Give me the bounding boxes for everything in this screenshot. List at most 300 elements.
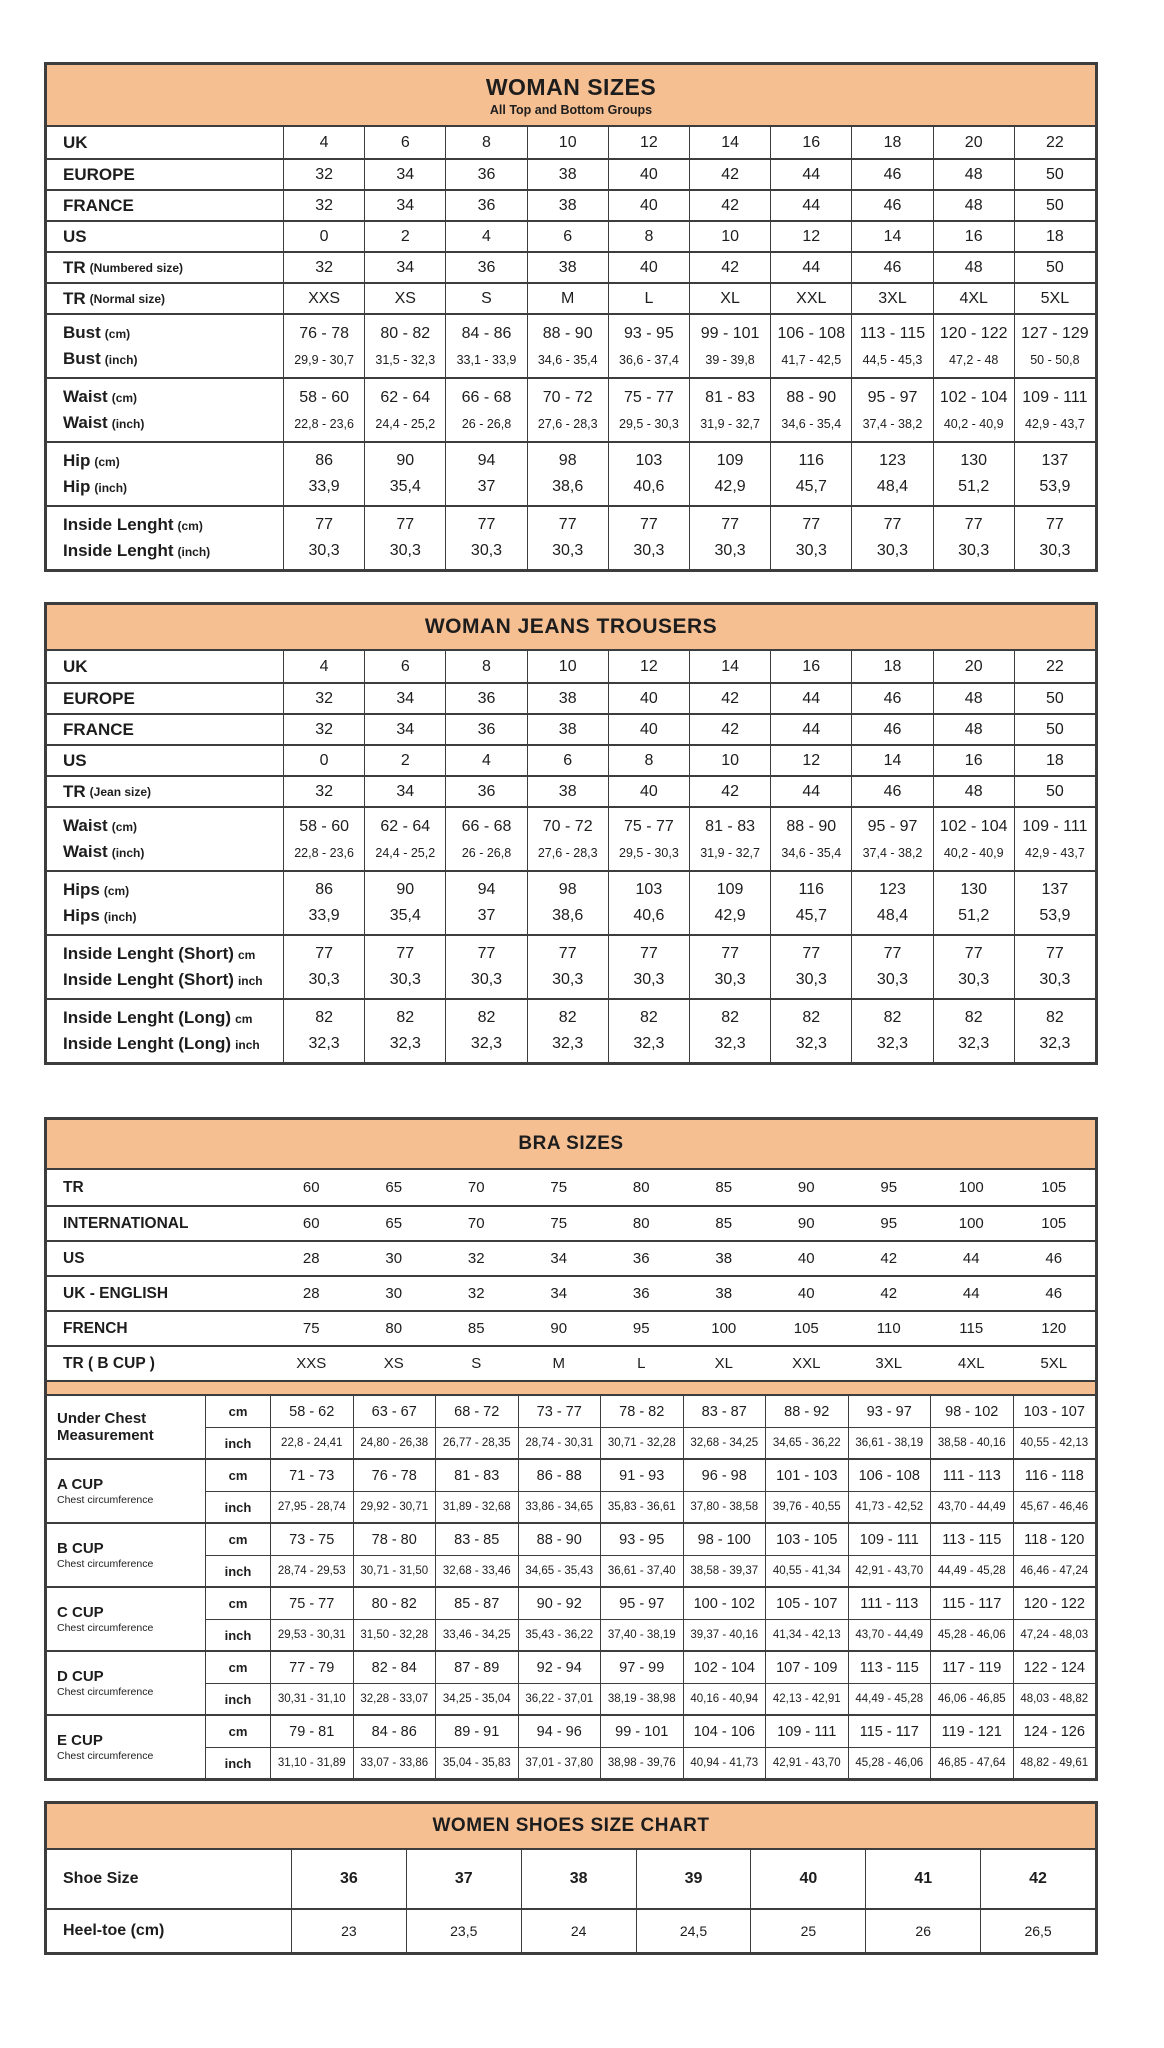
row-label-text: Bust: [63, 322, 101, 342]
size-value-inch: 50 - 50,8: [1030, 353, 1080, 367]
size-value-pair: [770, 443, 851, 505]
size-value-cm: 91 - 93: [600, 1460, 683, 1491]
size-value: 44: [770, 253, 851, 282]
size-value-inch: 30,71 - 32,28: [600, 1427, 683, 1458]
size-value-pair: [689, 315, 770, 377]
size-value: 2: [364, 746, 445, 775]
size-value: 34: [364, 160, 445, 189]
size-value-cm: 86: [315, 880, 333, 898]
size-value-pair: [364, 808, 445, 870]
bra-header: [47, 1120, 1095, 1170]
size-value-cm: 77: [315, 944, 333, 962]
row-label-small-text: (inch): [111, 417, 145, 432]
size-value-inch: 42,9: [714, 478, 746, 496]
row-label: [47, 191, 283, 220]
size-value: 48: [933, 684, 1014, 713]
row-label-text: Inside Lenght (Long): [63, 1007, 232, 1027]
cup-sublabel: Chest circumference: [57, 1686, 154, 1699]
size-value-cm: 83 - 87: [683, 1396, 766, 1427]
size-value-cm: 88 - 90: [518, 1524, 601, 1555]
size-value-pair: [689, 936, 770, 998]
size-value: 44: [770, 777, 851, 806]
row-label: [47, 160, 283, 189]
shoes-rows: [47, 1850, 1095, 1952]
size-value-inch: 26 - 26,8: [461, 417, 512, 431]
shoe-size-value: 40: [750, 1850, 865, 1908]
size-value: 16: [933, 746, 1014, 775]
size-value: 110: [876, 1320, 901, 1337]
size-value: 0: [283, 746, 364, 775]
size-value-pair: [608, 379, 689, 441]
row-label-text: UK - ENGLISH: [63, 1284, 169, 1302]
size-value-inch: 38,58 - 40,16: [930, 1427, 1013, 1458]
size-value-cm: 77: [802, 515, 821, 533]
size-value-inch: 37: [477, 907, 496, 925]
row-label-text: UK: [63, 132, 88, 152]
size-value-inch: 30,3: [470, 542, 503, 560]
size-value-cm: 82: [477, 1008, 496, 1026]
size-value: S: [445, 284, 526, 313]
size-value-inch: 22,8 - 23,6: [294, 417, 354, 431]
size-value-pair: [283, 872, 364, 934]
size-value: 34: [364, 684, 445, 713]
size-value: 46: [1045, 1285, 1063, 1302]
size-value-inch: 44,49 - 45,28: [930, 1555, 1013, 1586]
table-row: [47, 1240, 1095, 1275]
unit-label-inch: inch: [205, 1491, 270, 1522]
size-value-inch: 30,3: [308, 971, 340, 989]
size-value-inch: 48,4: [876, 478, 909, 496]
size-value-cm: 70 - 72: [542, 818, 593, 835]
size-value-inch: 40,6: [633, 478, 665, 496]
size-value: 50: [1014, 253, 1095, 282]
table-row-pair: [47, 313, 1095, 377]
jeans-title: WOMAN JEANS TROUSERS: [424, 615, 718, 638]
cup-sublabel: Chest circumference: [57, 1622, 154, 1635]
woman-sizes-header: [47, 65, 1095, 127]
size-value-inch: 40,2 - 40,9: [943, 417, 1004, 431]
size-value-inch: 26 - 26,8: [461, 846, 512, 860]
size-value: 50: [1014, 715, 1095, 744]
row-label: [47, 684, 283, 713]
size-value-inch: 24,80 - 26,38: [353, 1427, 436, 1458]
size-value-cm: 77: [802, 944, 821, 962]
row-label-bottom: [63, 971, 263, 989]
size-value-cm: 117 - 119: [930, 1652, 1013, 1683]
row-label-small-text: inch: [237, 974, 263, 989]
size-value-inch: 32,3: [470, 1035, 503, 1053]
row-label: [47, 1850, 291, 1908]
size-value: 34: [550, 1250, 568, 1267]
size-value-inch: 30,3: [795, 542, 827, 560]
size-value-inch: 36,61 - 38,19: [848, 1427, 931, 1458]
size-value-cm: 81 - 83: [435, 1460, 518, 1491]
size-value: 100: [958, 1215, 984, 1232]
table-row-pair: [47, 998, 1095, 1062]
heel-toe-value: 26,5: [980, 1910, 1095, 1952]
size-value-pair: [1014, 872, 1095, 934]
row-label-text: Waist: [63, 386, 108, 406]
size-value: 6: [527, 222, 608, 251]
cup-name: Under Chest Measurement: [57, 1409, 154, 1444]
size-value: 48: [933, 715, 1014, 744]
size-value-inch: 30,3: [876, 971, 909, 989]
size-value-inch: 48,4: [876, 907, 909, 925]
size-value-inch: 34,65 - 36,22: [765, 1427, 848, 1458]
row-label-bottom: [63, 907, 137, 925]
size-value-pair: [851, 808, 932, 870]
size-value-pair: [689, 808, 770, 870]
size-value-cm: 103 - 107: [1013, 1396, 1096, 1427]
cup-label: [47, 1716, 205, 1778]
size-value-inch: 32,68 - 34,25: [683, 1427, 766, 1458]
size-value-inch: 41,7 - 42,5: [781, 353, 842, 367]
size-value: 4XL: [933, 284, 1014, 313]
size-value: 46: [851, 253, 932, 282]
size-value-pair: [283, 315, 364, 377]
size-value-cm: 106 - 108: [848, 1460, 931, 1491]
size-value-pair: [527, 507, 608, 569]
size-value-inch: 31,50 - 32,28: [353, 1619, 436, 1650]
size-value-cm: 116: [798, 451, 825, 469]
size-value-cm: 76 - 78: [353, 1460, 436, 1491]
size-value-cm: 77 - 79: [270, 1652, 353, 1683]
size-value: 50: [1014, 777, 1095, 806]
size-value-cm: 62 - 64: [380, 389, 431, 406]
size-value-pair: [364, 443, 445, 505]
size-value-cm: 116: [798, 880, 825, 898]
size-value-pair: [445, 872, 526, 934]
size-value-cm: 123: [879, 451, 906, 469]
size-value: 80: [632, 1179, 650, 1196]
size-value: 42: [689, 684, 770, 713]
size-value-pair: [283, 808, 364, 870]
size-value-inch: 30,71 - 31,50: [353, 1555, 436, 1586]
size-value-pair: [445, 507, 526, 569]
size-value-inch: 45,28 - 46,06: [930, 1619, 1013, 1650]
shoes-header: [47, 1804, 1095, 1850]
size-value-inch: 33,9: [308, 478, 340, 496]
size-value-inch: 33,07 - 33,86: [353, 1747, 436, 1778]
size-value-cm: 78 - 80: [353, 1524, 436, 1555]
size-value: 38: [527, 777, 608, 806]
cup-sublabel: Chest circumference: [57, 1494, 154, 1507]
row-label-bottom: [63, 478, 127, 496]
size-value-inch: 42,91 - 43,70: [765, 1747, 848, 1778]
row-label-small-text: (cm): [111, 819, 138, 834]
size-value-inch: 33,86 - 34,65: [518, 1491, 601, 1522]
size-value-cm: 86 - 88: [518, 1460, 601, 1491]
size-value-inch: 42,9 - 43,7: [1025, 846, 1085, 860]
size-value-pair: [770, 872, 851, 934]
size-value-pair: [364, 1000, 445, 1062]
size-value-cm: 127 - 129: [1021, 325, 1089, 342]
shoe-size-value: 36: [291, 1850, 406, 1908]
size-value: 46: [851, 191, 932, 220]
size-value-pair: [1014, 1000, 1095, 1062]
size-value-inch: 28,74 - 29,53: [270, 1555, 353, 1586]
size-value: 20: [933, 127, 1014, 158]
size-value: 36: [445, 684, 526, 713]
size-value-cm: 101 - 103: [765, 1460, 848, 1491]
size-value-inch: 30,3: [958, 971, 990, 989]
size-value-cm: 79 - 81: [270, 1716, 353, 1747]
size-value-pair: [364, 379, 445, 441]
row-label-text: Heel-toe (cm): [63, 1922, 165, 1939]
cup-name: E CUP: [57, 1731, 103, 1749]
size-value: 12: [608, 127, 689, 158]
row-label-bottom: [63, 350, 137, 368]
size-value-cm: 116 - 118: [1013, 1460, 1096, 1491]
size-value-pair: [689, 443, 770, 505]
size-value-cm: 73 - 77: [518, 1396, 601, 1427]
size-value-inch: 40,55 - 41,34: [765, 1555, 848, 1586]
size-value-inch: 27,6 - 28,3: [537, 417, 598, 431]
size-value: 80: [385, 1320, 403, 1337]
size-value-inch: 30,3: [308, 542, 340, 560]
size-value: 22: [1014, 651, 1095, 682]
size-value-cm: 103: [635, 451, 663, 469]
size-value: 32: [283, 191, 364, 220]
size-value: XXS: [296, 1355, 327, 1372]
size-value-cm: 113 - 115: [848, 1652, 931, 1683]
size-value: 115: [959, 1320, 984, 1337]
size-value: 70: [467, 1215, 485, 1232]
size-value-pair: [770, 507, 851, 569]
cup-group: [47, 1396, 1095, 1458]
size-value-inch: 28,74 - 30,31: [518, 1427, 601, 1458]
size-value-cm: 109 - 111: [1022, 389, 1088, 406]
bra-sizes-table: [44, 1117, 1098, 1781]
size-value: 95: [880, 1179, 898, 1196]
row-label: [47, 872, 283, 934]
size-value-cm: 120 - 122: [939, 325, 1008, 342]
size-value: 22: [1014, 127, 1095, 158]
size-value: XXL: [770, 284, 851, 313]
size-value: 48: [933, 777, 1014, 806]
table-row: [47, 282, 1095, 313]
cup-name: A CUP: [57, 1475, 104, 1493]
row-label-text: UK: [63, 656, 88, 676]
row-label-text: Inside Lenght: [63, 514, 174, 534]
size-value-inch: 35,43 - 36,22: [518, 1619, 601, 1650]
row-label-small-text: (inch): [103, 910, 137, 925]
bra-cup-rows: [47, 1396, 1095, 1778]
size-value-inch: 30,3: [958, 542, 990, 560]
table-row-pair: [47, 870, 1095, 934]
size-value: 48: [933, 160, 1014, 189]
size-value: 20: [933, 651, 1014, 682]
size-value-pair: [364, 872, 445, 934]
size-value-inch: 31,89 - 32,68: [435, 1491, 518, 1522]
size-value: 8: [445, 651, 526, 682]
size-value-inch: 53,9: [1039, 907, 1071, 925]
size-value: XL: [689, 284, 770, 313]
size-value-inch: 32,3: [795, 1035, 827, 1053]
size-value-cm: 77: [396, 515, 415, 533]
size-value-inch: 29,9 - 30,7: [294, 353, 354, 367]
row-label-text: Waist: [63, 815, 108, 835]
size-value: 36: [445, 191, 526, 220]
size-value: 10: [527, 127, 608, 158]
size-value: 10: [689, 746, 770, 775]
cup-group: [47, 1586, 1095, 1650]
size-value-inch: 42,13 - 42,91: [765, 1683, 848, 1714]
size-value: 50: [1014, 160, 1095, 189]
size-value-inch: 36,6 - 37,4: [619, 353, 679, 367]
size-value-inch: 33,9: [308, 907, 340, 925]
cup-group: [47, 1522, 1095, 1586]
size-value-inch: 27,95 - 28,74: [270, 1491, 353, 1522]
size-value-pair: [770, 808, 851, 870]
size-value-inch: 37: [477, 478, 496, 496]
cup-label: [47, 1396, 205, 1458]
row-label: [47, 284, 283, 313]
row-label: [47, 1347, 270, 1380]
size-value: 50: [1014, 684, 1095, 713]
row-label-top: [63, 452, 120, 470]
size-value-pair: [608, 443, 689, 505]
size-value-cm: 95 - 97: [867, 389, 918, 406]
row-label-top: [63, 1009, 252, 1027]
size-value: 40: [608, 684, 689, 713]
row-label-small-text: (inch): [177, 545, 211, 560]
size-value: 120: [1041, 1320, 1067, 1337]
size-value-pair: [933, 872, 1014, 934]
size-value-inch: 46,46 - 47,24: [1013, 1555, 1096, 1586]
size-value-cm: 93 - 95: [623, 325, 674, 342]
row-label-small-text: inch: [235, 1038, 260, 1053]
row-label-bottom: [63, 542, 210, 560]
row-label-text: US: [63, 1249, 85, 1267]
size-value: 16: [933, 222, 1014, 251]
size-value-cm: 124 - 126: [1013, 1716, 1096, 1747]
cup-name: D CUP: [57, 1667, 104, 1685]
shoes-size-table: [44, 1801, 1098, 1955]
row-label: [47, 1910, 291, 1952]
size-value-cm: 102 - 104: [683, 1652, 766, 1683]
size-value: 4: [283, 127, 364, 158]
size-value-cm: 77: [721, 515, 739, 533]
size-value: 42: [689, 253, 770, 282]
row-label: [47, 1207, 270, 1240]
size-value-pair: [608, 507, 689, 569]
size-value-inch: 51,2: [958, 907, 990, 925]
size-value-inch: 26,77 - 28,35: [435, 1427, 518, 1458]
size-value: 8: [608, 222, 689, 251]
table-row: [47, 127, 1095, 158]
size-value-inch: 39 - 39,8: [705, 353, 755, 367]
size-value-cm: 111 - 113: [848, 1588, 931, 1619]
size-value-cm: 71 - 73: [270, 1460, 353, 1491]
size-value-inch: 22,8 - 23,6: [294, 846, 354, 860]
table-row: [47, 775, 1095, 806]
size-value-inch: 29,5 - 30,3: [619, 846, 679, 860]
jeans-trousers-table: [44, 602, 1098, 1065]
size-value-cm: 80 - 82: [380, 325, 431, 342]
cup-group: [47, 1650, 1095, 1714]
bra-title: BRA SIZES: [518, 1133, 624, 1154]
size-value-cm: 109 - 111: [848, 1524, 931, 1555]
size-value-inch: 32,3: [633, 1035, 665, 1053]
size-value-inch: 34,65 - 35,43: [518, 1555, 601, 1586]
size-value: 40: [608, 253, 689, 282]
row-label: [47, 507, 283, 569]
size-value: 44: [770, 715, 851, 744]
unit-label-inch: inch: [205, 1619, 270, 1650]
size-value-inch: 34,25 - 35,04: [435, 1683, 518, 1714]
size-value: 36: [445, 715, 526, 744]
heel-toe-value: 23,5: [406, 1910, 521, 1952]
size-value-cm: 77: [964, 944, 983, 962]
size-value-cm: 90 - 92: [518, 1588, 601, 1619]
size-value-inch: 47,2 - 48: [949, 353, 999, 367]
size-value-pair: [445, 1000, 526, 1062]
row-label-bottom: [63, 843, 144, 861]
size-value-inch: 44,5 - 45,3: [862, 353, 923, 367]
size-value-inch: 48,82 - 49,61: [1013, 1747, 1096, 1778]
size-value: 40: [797, 1250, 815, 1267]
row-label-small-text: cm: [235, 1011, 253, 1026]
row-label-small-text: (Jean size): [89, 784, 152, 799]
row-label: [47, 777, 283, 806]
row-label-small-text: (cm): [177, 518, 203, 533]
size-value: 75: [550, 1179, 568, 1196]
size-value-inch: 44,49 - 45,28: [848, 1683, 931, 1714]
row-label-text: Hips: [63, 906, 100, 926]
size-value-pair: [364, 315, 445, 377]
size-value: 42: [689, 160, 770, 189]
size-value-inch: 30,31 - 31,10: [270, 1683, 353, 1714]
size-value-cm: 103 - 105: [765, 1524, 848, 1555]
size-value-pair: [527, 936, 608, 998]
size-value-pair: [527, 1000, 608, 1062]
size-value-inch: 32,3: [714, 1035, 746, 1053]
size-value-cm: 80 - 82: [353, 1588, 436, 1619]
size-value-cm: 119 - 121: [930, 1716, 1013, 1747]
size-value-inch: 29,92 - 30,71: [353, 1491, 436, 1522]
size-value-cm: 82: [396, 1008, 415, 1026]
size-value-inch: 34,6 - 35,4: [537, 353, 598, 367]
table-row: [47, 1908, 1095, 1952]
size-value-inch: 46,06 - 46,85: [930, 1683, 1013, 1714]
size-value-cm: 82: [964, 1008, 983, 1026]
table-row: [47, 682, 1095, 713]
size-value-pair: [689, 1000, 770, 1062]
size-value-inch: 39,76 - 40,55: [765, 1491, 848, 1522]
size-value-inch: 45,7: [795, 907, 827, 925]
size-value: 32: [283, 777, 364, 806]
size-value-cm: 82: [558, 1008, 577, 1026]
size-value: 48: [933, 253, 1014, 282]
size-value-inch: 30,3: [389, 542, 421, 560]
size-value-cm: 106 - 108: [777, 325, 846, 342]
size-value: 34: [550, 1285, 568, 1302]
row-label-top: [63, 881, 129, 899]
size-value-inch: 40,2 - 40,9: [943, 846, 1004, 860]
size-value: 4: [445, 746, 526, 775]
size-value-pair: [364, 936, 445, 998]
size-value: 65: [385, 1215, 403, 1232]
row-label-text: Hip: [63, 450, 91, 470]
table-row: [47, 713, 1095, 744]
size-value-cm: 82: [1045, 1008, 1064, 1026]
size-value-cm: 94: [477, 880, 496, 898]
size-value-inch: 32,3: [308, 1035, 340, 1053]
size-value: XXL: [792, 1355, 821, 1372]
size-value-cm: 66 - 68: [461, 389, 512, 406]
cup-name: C CUP: [57, 1603, 104, 1621]
